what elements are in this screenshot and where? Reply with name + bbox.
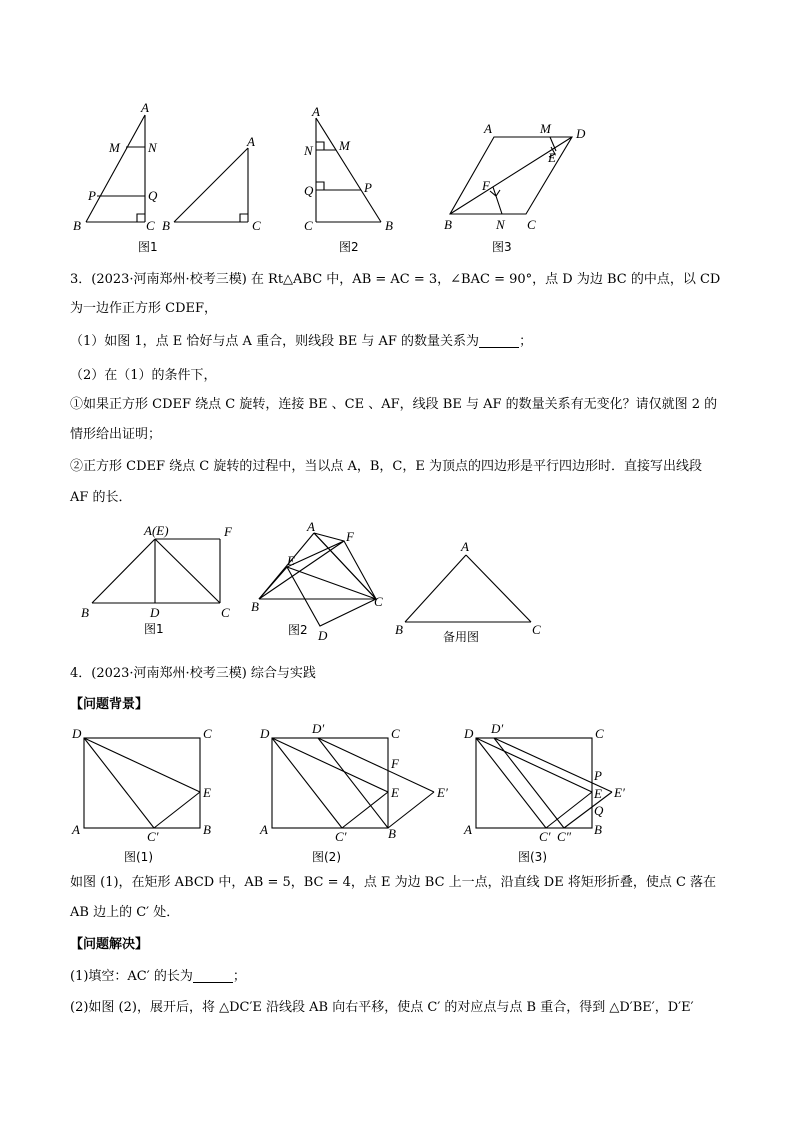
fig3-label-n: N bbox=[496, 217, 505, 232]
q4f2-rectangle bbox=[272, 738, 388, 828]
q3f2-edge-ec bbox=[287, 567, 376, 599]
fig3-label-m: M bbox=[540, 121, 551, 136]
q4f1-label-d: D bbox=[72, 726, 82, 741]
fig1b-label-b: B bbox=[162, 218, 170, 233]
q4-part1-answer-blank[interactable] bbox=[193, 969, 233, 983]
q4-solve-heading: 【问题解决】 bbox=[70, 937, 149, 952]
fig3-diagonal-bd bbox=[450, 137, 572, 214]
q3f1-edge-ba bbox=[92, 539, 155, 603]
q3f3-label-a: A bbox=[461, 539, 469, 554]
q4f1-label-e: E bbox=[203, 785, 211, 800]
q4f2-line-de bbox=[272, 738, 388, 792]
q4-background-heading: 【问题背景】 bbox=[70, 697, 149, 712]
q4f3-label-c2: C″ bbox=[557, 829, 572, 844]
q3-caption-2: 图2 bbox=[288, 623, 308, 637]
fig2-right-angle-n bbox=[316, 142, 324, 150]
q4f2-label-e1: E′ bbox=[437, 785, 448, 800]
q4f2-line-dc1 bbox=[272, 738, 342, 828]
q4f3-rectangle bbox=[476, 738, 592, 828]
q4-caption-3: 图(3) bbox=[518, 850, 547, 864]
q4-part1 bbox=[70, 968, 246, 986]
fig1b-label-a: A bbox=[247, 134, 255, 149]
fig3-label-e: E bbox=[548, 150, 556, 165]
q4f1-rectangle bbox=[84, 738, 200, 828]
q4f3-label-e: E bbox=[594, 786, 602, 801]
fig1a-label-c: C bbox=[146, 218, 155, 233]
fig1a-label-b: B bbox=[73, 218, 81, 233]
q4f3-line-de bbox=[476, 738, 592, 792]
fig3-segment-fn bbox=[493, 187, 502, 214]
q4f3-label-b: B bbox=[594, 822, 602, 837]
fig1b-edge-ab bbox=[174, 148, 248, 222]
q3f3-label-b: B bbox=[395, 622, 403, 637]
fig2-label-a: A bbox=[312, 104, 320, 119]
q3f1-label-c: C bbox=[221, 605, 230, 620]
fig3-label-f: F bbox=[482, 178, 490, 193]
q4f1-label-c1: C′ bbox=[147, 829, 159, 844]
fig1a-label-m: M bbox=[109, 140, 120, 155]
fig1b-right-angle bbox=[240, 214, 248, 222]
q4f3-line-d1c2 bbox=[494, 738, 564, 828]
q4f1-line-de bbox=[84, 738, 200, 792]
q4f3-label-c: C bbox=[595, 726, 604, 741]
q3-part1 bbox=[70, 333, 532, 351]
top-caption-1: 图1 bbox=[138, 240, 158, 254]
q3-part2-ii-line2: AF 的长． bbox=[70, 490, 132, 505]
q4-title: 4．(2023·河南郑州·校考三模) 综合与实践 bbox=[70, 666, 316, 681]
q3-part2-i-line1: ①如果正方形 CDEF 绕点 C 旋转，连接 BE 、CE 、AF，线段 BE 与 AF 的数量关系有无变化？请仅就图 2 的 bbox=[70, 397, 718, 412]
q3f2-edge-bf bbox=[259, 541, 344, 599]
q3-part2-i-line2: 情形给出证明； bbox=[70, 427, 162, 442]
q4f2-label-d: D bbox=[260, 726, 270, 741]
q3f2-label-e: E bbox=[287, 553, 295, 568]
q3f2-label-a: A bbox=[307, 519, 315, 534]
q4-part1-end: ； bbox=[232, 969, 246, 984]
q4f2-label-f: F bbox=[391, 756, 399, 771]
q4f2-label-c: C bbox=[391, 726, 400, 741]
q3-part1-end: ； bbox=[519, 334, 533, 349]
q3f2-label-f: F bbox=[346, 529, 354, 544]
q4f2-label-a: A bbox=[260, 822, 268, 837]
fig2-label-n: N bbox=[304, 143, 313, 158]
q3f1-label-ae: A(E) bbox=[144, 523, 169, 538]
q3-caption-3: 备用图 bbox=[443, 630, 480, 644]
fig2-edge-ab bbox=[316, 118, 381, 222]
q3f2-label-b: B bbox=[251, 599, 259, 614]
fig2-label-q: Q bbox=[304, 183, 314, 198]
fig1a-label-q: Q bbox=[148, 188, 158, 203]
top-caption-2: 图2 bbox=[339, 240, 359, 254]
q4f2-line-c1e bbox=[342, 792, 388, 828]
fig1b-label-c: C bbox=[252, 218, 261, 233]
q3-stem-line2: 为一边作正方形 CDEF， bbox=[70, 301, 218, 316]
q4-description-line2: AB 边上的 C′ 处． bbox=[70, 905, 180, 920]
fig1a-label-p: P bbox=[88, 188, 96, 203]
q4f3-label-p: P bbox=[594, 768, 602, 783]
top-caption-3: 图3 bbox=[492, 240, 512, 254]
q4-caption-1: 图(1) bbox=[124, 850, 153, 864]
q4f3-label-c1: C′ bbox=[539, 829, 551, 844]
q3-part1-answer-blank[interactable] bbox=[479, 334, 519, 348]
q4f2-label-e: E bbox=[391, 785, 399, 800]
q3f1-label-f: F bbox=[224, 524, 232, 539]
q4-description-line1: 如图 (1)，在矩形 ABCD 中，AB = 5，BC = 4，点 E 为边 BC 上一点，沿直线 DE 将矩形折叠，使点 C 落在 bbox=[70, 875, 717, 890]
fig1a-label-a: A bbox=[141, 100, 149, 115]
q4f2-label-d1: D′ bbox=[312, 721, 325, 736]
q3-stem-line1: 3．(2023·河南郑州·校考三模) 在 Rt△ABC 中，AB = AC = 3，∠BAC = 90°，点 D 为边 BC 的中点，以 CD bbox=[70, 272, 721, 287]
q4f1-label-c: C bbox=[203, 726, 212, 741]
q3f2-label-d: D bbox=[318, 628, 328, 643]
q4f3-label-d1: D′ bbox=[491, 721, 504, 736]
fig1a-right-angle bbox=[137, 214, 145, 222]
q4-part1-text: (1)填空：AC′ 的长为 bbox=[70, 969, 193, 984]
q3f3-edge-ac bbox=[466, 555, 531, 622]
fig3-label-c: C bbox=[527, 217, 536, 232]
q3f1-edge-ac bbox=[155, 539, 220, 603]
q4f3-line-dc1 bbox=[476, 738, 546, 828]
q3-caption-1: 图1 bbox=[144, 622, 164, 636]
q3f2-label-c: C bbox=[374, 594, 383, 609]
q3f1-label-d: D bbox=[150, 605, 160, 620]
q3f1-label-b: B bbox=[81, 605, 89, 620]
q4f2-line-d1b bbox=[318, 738, 388, 828]
fig2-label-p: P bbox=[364, 180, 372, 195]
fig2-label-b: B bbox=[385, 218, 393, 233]
q3-part1-text: （1）如图 1，点 E 恰好与点 A 重合，则线段 BE 与 AF 的数量关系为 bbox=[70, 334, 480, 349]
q3f3-edge-ba bbox=[405, 555, 466, 622]
fig2-label-m: M bbox=[339, 138, 350, 153]
q3-part2: （2）在（1）的条件下， bbox=[70, 368, 217, 383]
q4f2-line-d1e1 bbox=[318, 738, 434, 792]
fig3-label-d: D bbox=[576, 126, 586, 141]
q4f1-line-dc1 bbox=[84, 738, 154, 828]
q4f2-label-c1: C′ bbox=[335, 829, 347, 844]
q4f3-line-c1e bbox=[546, 792, 592, 828]
fig1a-edge-ab bbox=[86, 115, 145, 222]
q4f1-label-a: A bbox=[72, 822, 80, 837]
q4-caption-2: 图(2) bbox=[312, 850, 341, 864]
fig3-label-a: A bbox=[484, 121, 492, 136]
q3-part2-ii-line1: ②正方形 CDEF 绕点 C 旋转的过程中，当以点 A，B，C，E 为顶点的四边形是平行四边形时．直接写出线段 bbox=[70, 459, 702, 474]
q4f3-label-e1: E′ bbox=[614, 785, 625, 800]
q4f3-line-c2e1 bbox=[564, 792, 612, 828]
q4f1-line-c1e bbox=[154, 792, 200, 828]
q4f3-label-d: D bbox=[464, 726, 474, 741]
q4f2-label-b: B bbox=[388, 826, 396, 841]
fig2-label-c: C bbox=[304, 218, 313, 233]
fig3-label-b: B bbox=[444, 217, 452, 232]
fig1a-label-n: N bbox=[148, 140, 157, 155]
q4f1-label-b: B bbox=[203, 822, 211, 837]
q4f3-label-a: A bbox=[464, 822, 472, 837]
q4-part2: (2)如图 (2)，展开后，将 △DC′E 沿线段 AB 向右平移，使点 C′ 的对应点与点 B 重合，得到 △D′BE′，D′E′ bbox=[70, 1000, 694, 1015]
q3f3-label-c: C bbox=[532, 622, 541, 637]
q4f3-label-q: Q bbox=[594, 803, 604, 818]
fig2-right-angle-q bbox=[316, 182, 324, 190]
